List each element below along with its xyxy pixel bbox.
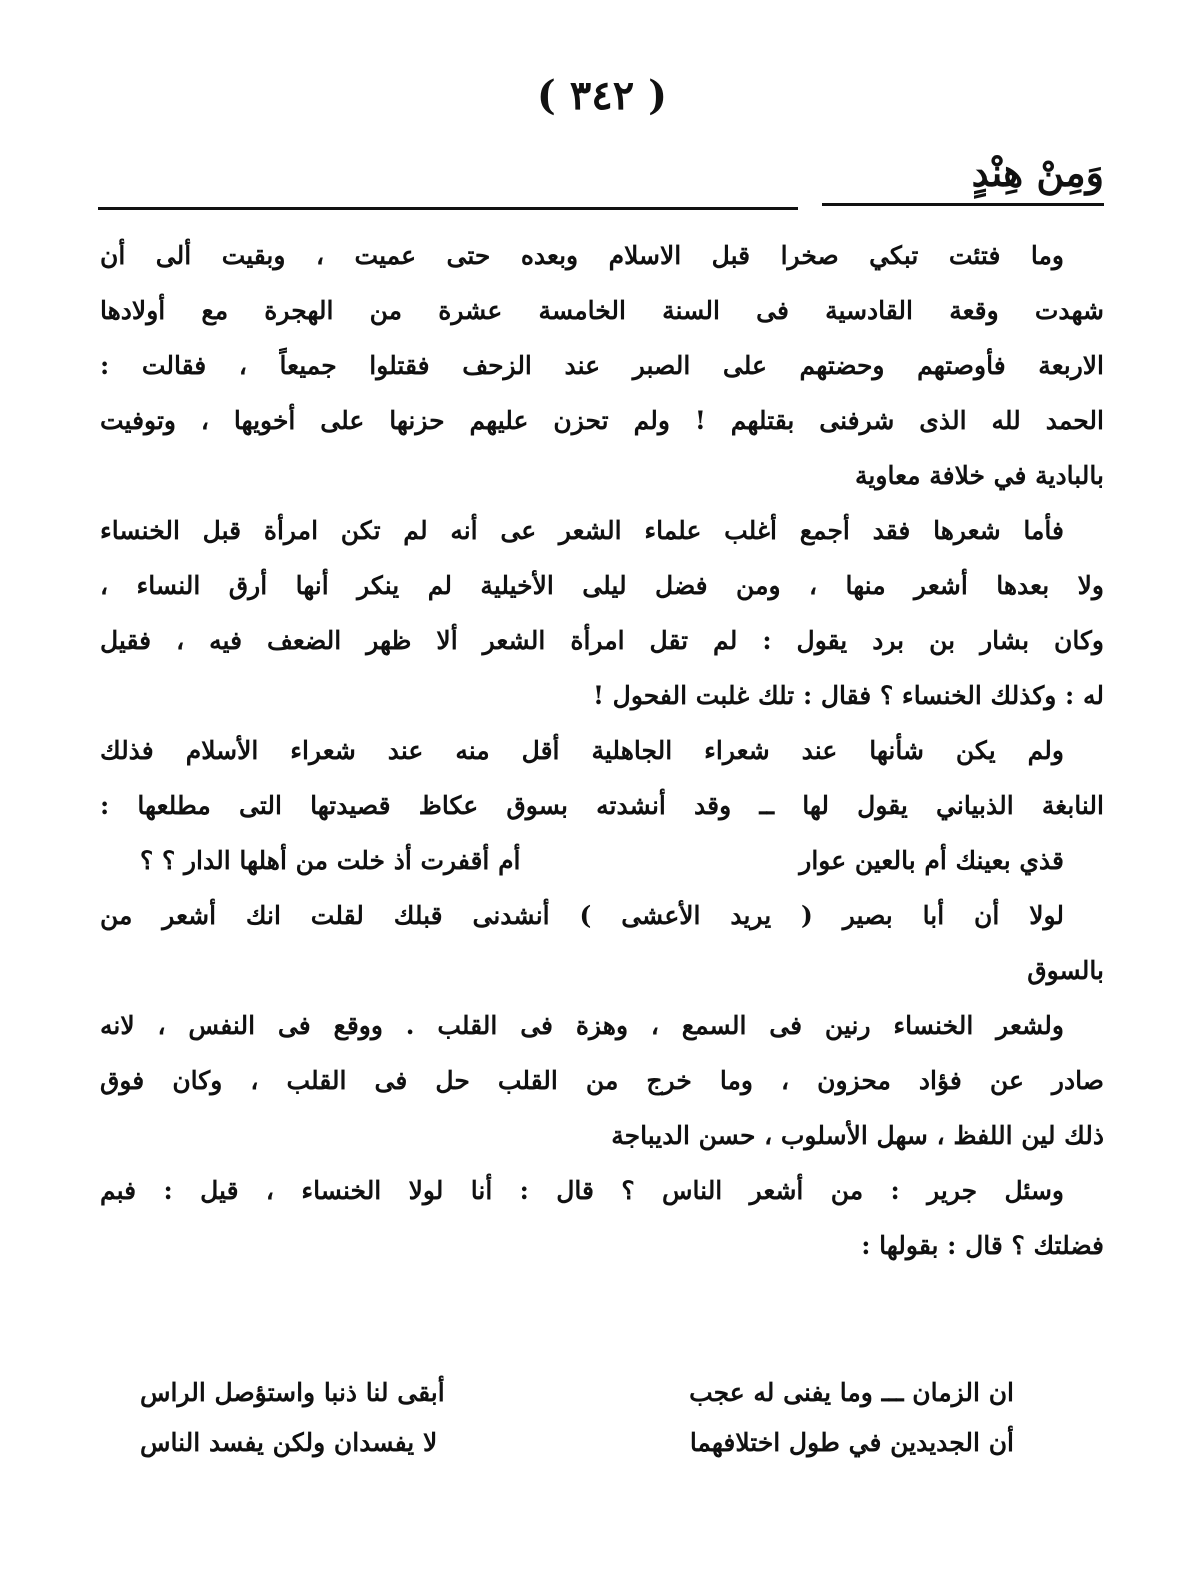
text-line: له : وكذلك الخنساء ؟ فقال : تلك غلبت الفحول ! — [592, 681, 1104, 710]
text-line: فأما شعرها فقد أجمع أغلب علماء الشعر عى أنه لم تكن امرأة قبل الخنساء — [100, 516, 1064, 545]
verse-first-hemistich: ان الزمان ـــ وما يفنى له عجب — [689, 1378, 1014, 1407]
text-line: فضلتك ؟ قال : بقولها : — [861, 1231, 1104, 1260]
title-rule-left — [98, 207, 798, 210]
page-number: ( ٣٤٢ ) — [536, 72, 668, 119]
text-line: وكان بشار بن برد يقول : لم تقل امرأة الشعر ألا ظهر الضعف فيه ، فقيل — [100, 626, 1104, 655]
text-line: بالسوق — [1027, 956, 1104, 985]
title-rule-right — [822, 203, 1104, 206]
text-line: ولشعر الخنساء رنين فى السمع ، وهزة فى القلب . ووقع فى النفس ، لانه — [100, 1011, 1064, 1040]
text-line: النابغة الذبياني يقول لها ــ وقد أنشدته بسوق عكاظ قصيدتها التى مطلعها : — [100, 791, 1104, 820]
text-line: الحمد لله الذى شرفنى بقتلهم ! ولم تحزن عليهم حزنها على أخويها ، وتوفيت — [100, 406, 1104, 435]
verse-second-hemistich: أبقى لنا ذنبا واستؤصل الراس — [140, 1378, 445, 1407]
text-line: الاربعة فأوصتهم وحضتهم على الصبر عند الزحف فقتلوا جميعاً ، فقالت : — [100, 351, 1104, 380]
text-line: ولا بعدها أشعر منها ، ومن فضل ليلى الأخيلية لم ينكر أنها أرق النساء ، — [100, 571, 1104, 600]
section-title: وَمِنْ هِنْدٍ — [971, 150, 1104, 195]
verse-line — [100, 1368, 1104, 1418]
verse-line — [100, 833, 1104, 888]
verse-first-hemistich: قذي بعينك أم بالعين عوار — [799, 846, 1064, 875]
verse-second-hemistich: لا يفسدان ولكن يفسد الناس — [140, 1428, 438, 1457]
text-line: لولا أن أبا بصير ( يريد الأعشى ) أنشدنى قبلك لقلت انك أشعر من — [100, 901, 1064, 930]
verse-line — [100, 1418, 1104, 1468]
body-text — [100, 228, 1104, 1273]
verse-second-hemistich: أم أقفرت أذ خلت من أهلها الدار ؟ ؟ — [140, 846, 521, 875]
text-line: شهدت وقعة القادسية فى السنة الخامسة عشرة من الهجرة مع أولادها — [100, 296, 1104, 325]
text-line: بالبادية في خلافة معاوية — [855, 461, 1104, 490]
text-line: ولم يكن شأنها عند شعراء الجاهلية أقل منه عند شعراء الأسلام فذلك — [100, 736, 1064, 765]
closing-verses — [100, 1368, 1104, 1468]
text-line: ذلك لين اللفظ ، سهل الأسلوب ، حسن الديباجة — [611, 1121, 1104, 1150]
verse-first-hemistich: أن الجديدين في طول اختلافهما — [689, 1428, 1014, 1457]
text-line: وما فتئت تبكي صخرا قبل الاسلام وبعده حتى عميت ، وبقيت ألى أن — [100, 241, 1064, 270]
text-line: صادر عن فؤاد محزون ، وما خرج من القلب حل فى القلب ، وكان فوق — [100, 1066, 1104, 1095]
text-line: وسئل جرير : من أشعر الناس ؟ قال : أنا لولا الخنساء ، قيل : فبم — [100, 1176, 1064, 1205]
